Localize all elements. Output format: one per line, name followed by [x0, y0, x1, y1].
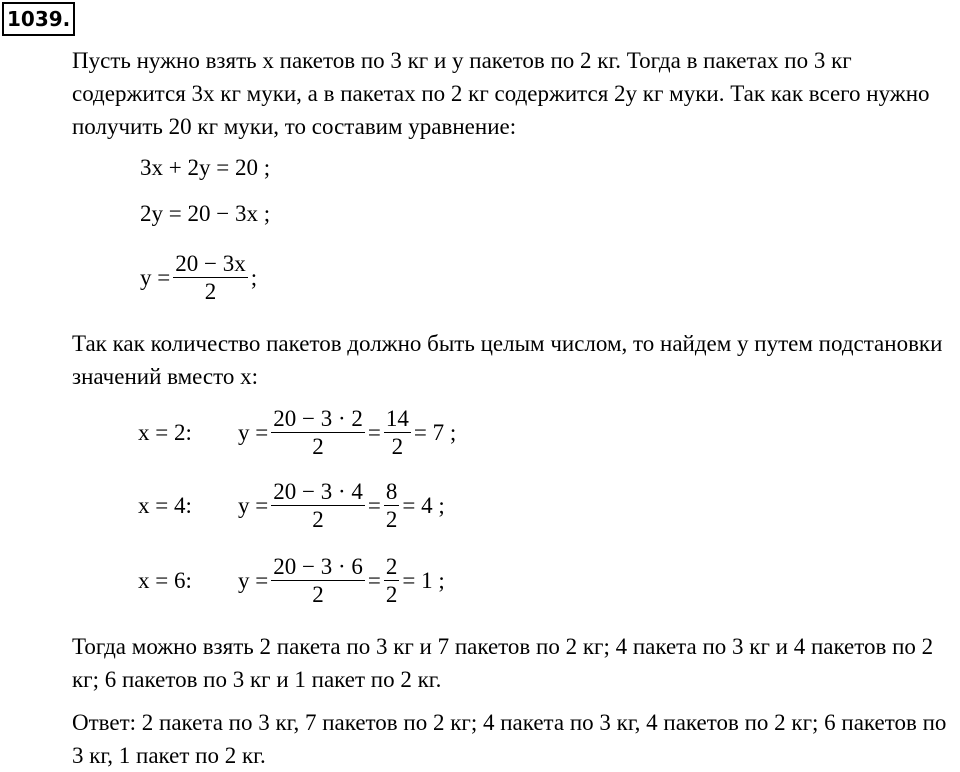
substitution-equals: = [367, 419, 381, 445]
fraction-denominator: 2 [312, 507, 324, 532]
fraction-numerator: 20 − 3 · 2 [273, 406, 363, 431]
fraction-denominator: 2 [204, 279, 217, 304]
substitution-fraction-2 [384, 405, 411, 460]
substitution-fraction-1 [271, 405, 365, 460]
conclusion-paragraph: Тогда можно взять 2 пакета по 3 кг и 7 пакетов по 2 кг; 4 пакета по 3 кг и 4 пакетов по 2 кг; 6 пакетов по 3 кг и 1 пакет по 2 кг. [72, 634, 934, 692]
substitution-fraction-1 [271, 478, 365, 533]
fraction-denominator: 2 [312, 582, 324, 607]
fraction-numerator: 20 − 3 · 6 [273, 554, 363, 579]
substitution-label: x = 4: [138, 492, 192, 518]
substitution-fraction-2 [384, 553, 400, 608]
fraction-denominator: 2 [385, 507, 398, 532]
fraction-denominator: 2 [385, 582, 398, 607]
equation-1 [140, 155, 270, 181]
substitution-result: = 4 ; [402, 492, 445, 518]
substitution-row [138, 405, 456, 460]
substitution-paragraph: Так как количество пакетов должно быть целым числом, то найдем y путем подстановки значений вместо x: [72, 331, 943, 389]
substitution-label: x = 6: [138, 567, 192, 593]
substitution-row [138, 553, 445, 608]
substitution-equals: = [367, 492, 381, 518]
fraction-numerator: 2 [385, 554, 398, 579]
fraction-numerator: 14 [385, 406, 409, 431]
substitution-lhs: y = [238, 567, 269, 593]
equation-1-text: 3x + 2y = 20 ; [140, 155, 271, 180]
substitution-lhs: y = [238, 492, 269, 518]
intro-paragraph: Пусть нужно взять x пакетов по 3 кг и y пакетов по 2 кг. Тогда в пакетах по 3 кг содержится 3x кг муки, а в пакетах по 2 кг содержится 2y кг муки. Так как всего нужно получить 20 кг муки, то составим уравнение: [72, 48, 930, 139]
equation-3-tail: ; [250, 264, 258, 290]
problem-number: 1039. [2, 2, 75, 36]
equation-3 [140, 250, 257, 305]
equation-3-fraction [173, 250, 247, 305]
fraction-numerator: 8 [385, 479, 398, 504]
substitution-lhs: y = [238, 419, 269, 445]
equation-2-text: 2y = 20 − 3x ; [140, 201, 271, 226]
fraction-numerator: 20 − 3x [175, 251, 246, 276]
fraction-numerator: 20 − 3 · 4 [273, 479, 363, 504]
equation-3-lhs: y = [140, 264, 171, 290]
answer-paragraph: Ответ: 2 пакета по 3 кг, 7 пакетов по 2 кг; 4 пакета по 3 кг, 4 пакетов по 2 кг; 6 пакетов по 3 кг, 1 пакет по 2 кг. [72, 710, 947, 768]
substitution-label: x = 2: [138, 419, 192, 445]
substitution-fraction-2 [384, 478, 400, 533]
fraction-denominator: 2 [391, 434, 404, 459]
substitution-row [138, 478, 445, 533]
substitution-result: = 1 ; [402, 567, 445, 593]
substitution-equals: = [367, 567, 381, 593]
equation-2 [140, 201, 270, 227]
substitution-fraction-1 [271, 553, 365, 608]
fraction-denominator: 2 [312, 434, 324, 459]
substitution-result: = 7 ; [413, 419, 457, 445]
